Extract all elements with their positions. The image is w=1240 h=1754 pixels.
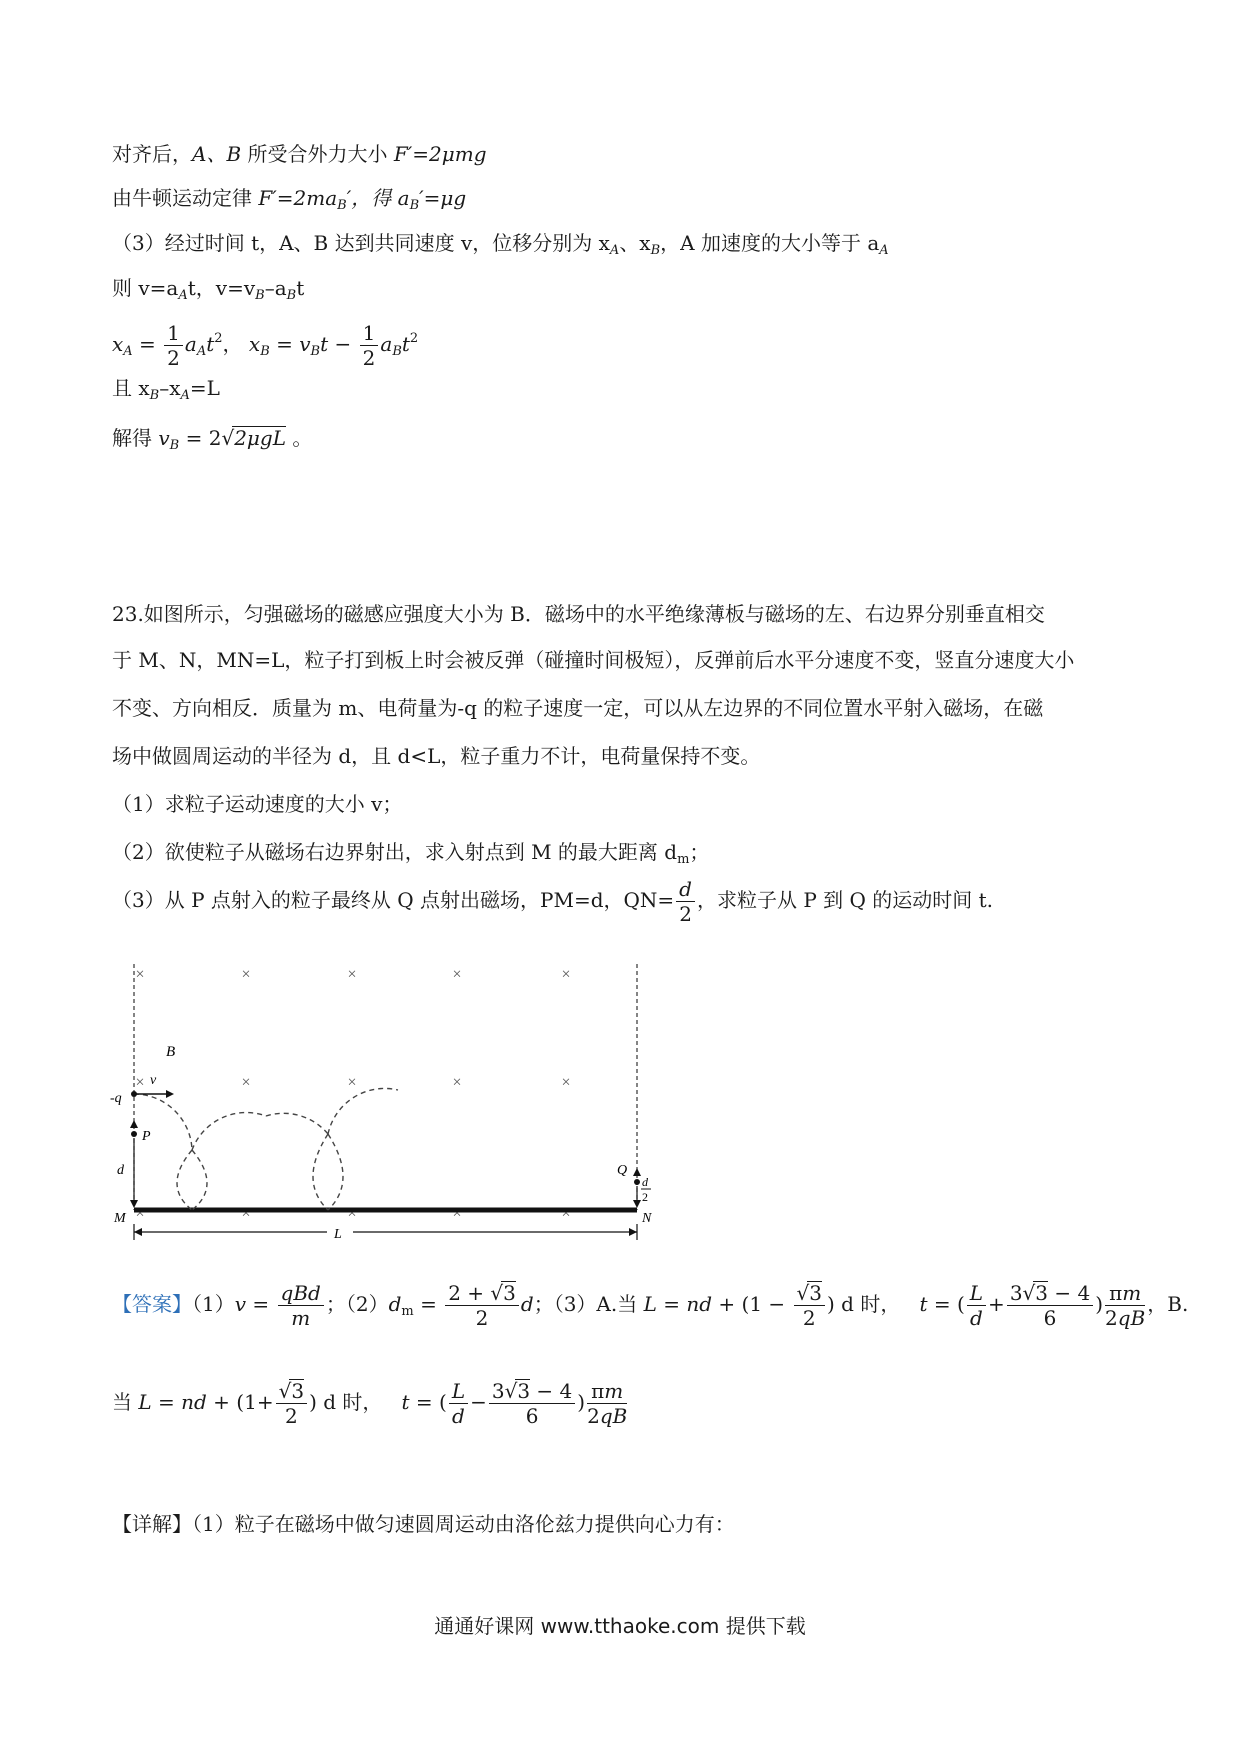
field-x-mark: × xyxy=(452,1205,462,1222)
problem-23-line1: 23.如图所示，匀强磁场的磁感应强度大小为 B．磁场中的水平绝缘薄板与磁场的左、右边界分别垂直相交 xyxy=(112,602,1045,626)
question-1: （1）求粒子运动速度的大小 v； xyxy=(112,792,403,816)
line-part3-intro: （3）经过时间 t，A、B 达到共同速度 v，位移分别为 $x_A$、$x_B$，A 加速度的大小等于 $a_A$ xyxy=(112,231,889,258)
answer-label: 【答案】 xyxy=(112,1292,192,1316)
answer-line-1: 【答案】（1）v = $\frac{\text{qBd}}{m}$ ；$(2)d_m$ = $\frac{2 + √3}{2}$ d；（3）A.当 L = nd + (1 − $\frac{√3}{2}$ ) d 时， t = ( $\frac{L}{d}$ + $\frac{3√3 - 4}{6}$ ) $\frac{\pi m}{2qB}$ ，B. xyxy=(112,1281,1189,1330)
line-solution-vb: 解得 $v_B = 2√2\mu gL$ 。 xyxy=(112,426,313,453)
field-x-mark: × xyxy=(135,1205,145,1222)
field-x-mark: × xyxy=(347,1074,357,1091)
line-resultant-force: 对齐后，A、B 所受合外力大小 F′=2μmg xyxy=(112,142,487,166)
label-M: M xyxy=(114,1211,126,1226)
field-x-mark: × xyxy=(452,966,462,983)
problem-23-line3: 不变、方向相反．质量为 m、电荷量为-q 的粒子速度一定，可以从左边界的不同位置水平射入磁场，在磁 xyxy=(112,696,1044,720)
fraction-half: $\frac{1}{2}$ xyxy=(164,321,183,370)
label-P: P xyxy=(142,1129,151,1144)
line-newton-law: 由牛顿运动定律 $F'=2ma_B'$，得 $a_B'=\mu g$ xyxy=(112,186,467,213)
field-x-mark: × xyxy=(561,1205,571,1222)
field-x-mark: × xyxy=(561,966,571,983)
field-x-mark: × xyxy=(241,1205,251,1222)
label-q: -q xyxy=(110,1091,122,1106)
d-arrow-up xyxy=(130,1120,138,1128)
fraction-half-2: $\frac{1}{2}$ xyxy=(360,321,379,370)
line-velocity-equations: 则 $v=a_At$，$v=v_B-a_Bt$ xyxy=(112,276,305,303)
field-x-mark: × xyxy=(241,1074,251,1091)
field-x-mark: × xyxy=(347,966,357,983)
label-B: B xyxy=(166,1044,176,1060)
field-x-mark: × xyxy=(452,1074,462,1091)
label-L: L xyxy=(334,1227,342,1242)
detail-label: 【详解】 xyxy=(112,1512,192,1536)
page-footer: 通通好课网 www.tthaoke.com 提供下载 xyxy=(434,1614,806,1638)
field-x-mark: × xyxy=(561,1074,571,1091)
label-v: v xyxy=(150,1073,157,1088)
line-displacement-equations: $x_A$ = $\frac{1}{2}$ $a_At^2$， $x_B = v_Bt$ − $\frac{1}{2}$ $a_Bt^2$ xyxy=(112,321,419,370)
point-P xyxy=(131,1131,137,1137)
question-2: （2）欲使粒子从磁场右边界射出，求入射点到 M 的最大距离 $d_m$； xyxy=(112,840,710,867)
trajectory xyxy=(134,1088,398,1210)
problem-23-line2: 于 M、N，MN=L，粒子打到板上时会被反弹（碰撞时间极短），反弹前后水平分速度不变，竖直分速度大小 xyxy=(112,648,1075,672)
field-marks xyxy=(135,966,570,1222)
field-x-mark: × xyxy=(347,1205,357,1222)
line-relative-displacement: 且 $x_B-x_A=L$ xyxy=(112,376,220,403)
detail-line: 【详解】（1）粒子在磁场中做匀速圆周运动由洛伦兹力提供向心力有： xyxy=(112,1512,735,1536)
label-Q: Q xyxy=(617,1163,628,1178)
label-d2-num: d xyxy=(642,1175,648,1189)
question-3: （3）从 P 点射入的粒子最终从 Q 点射出磁场，PM=d，QN= $\frac{d}{2}$ ，求粒子从 P 到 Q 的运动时间 t. xyxy=(112,877,994,926)
field-x-mark: × xyxy=(135,1074,145,1091)
answer-line-2: 当 L = nd + (1+ $\frac{√3}{2}$ ) d 时， t = ( $\frac{L}{d}$ − $\frac{3√3 - 4}{6}$ ) $\frac{\pi m}{2qB}$ xyxy=(112,1379,628,1428)
fraction-d-over-2: $\frac{d}{2}$ xyxy=(676,877,695,926)
field-x-mark: × xyxy=(241,966,251,983)
problem-23-line4: 场中做圆周运动的半径为 d，且 d<L，粒子重力不计，电荷量保持不变。 xyxy=(112,744,761,768)
field-x-mark: × xyxy=(135,966,145,983)
label-N: N xyxy=(642,1211,652,1226)
label-d: d xyxy=(117,1163,124,1178)
label-d2-den: 2 xyxy=(642,1190,648,1204)
magnetic-field-diagram xyxy=(112,956,672,1246)
point-Q xyxy=(634,1179,640,1185)
